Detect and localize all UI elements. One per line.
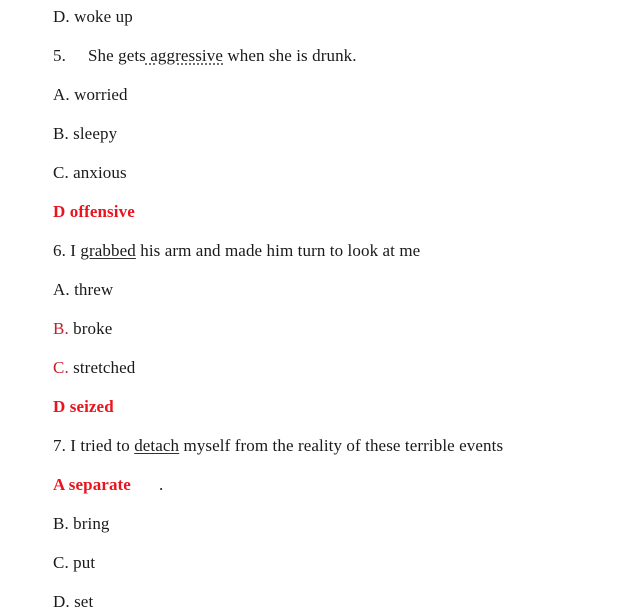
q5-option-b: B. sleepy bbox=[53, 124, 118, 143]
q7-option-b: B. bring bbox=[53, 514, 110, 533]
q7-answer: A separate bbox=[53, 475, 131, 494]
q6-option-b bbox=[53, 319, 112, 339]
q6-option-b-letter: B. bbox=[53, 319, 69, 338]
q6-target-word: grabbed bbox=[80, 241, 136, 260]
q7-option-c: C. put bbox=[53, 553, 96, 572]
q6-question bbox=[53, 241, 420, 261]
q6-option-c-text: stretched bbox=[68, 358, 136, 377]
q5-text-after: when she is drunk. bbox=[223, 46, 357, 65]
q6-option-b-text: broke bbox=[68, 319, 113, 338]
q5-number: 5. bbox=[53, 46, 66, 65]
q6-answer: D seized bbox=[53, 397, 114, 416]
q7-text-after: myself from the reality of these terrible events bbox=[179, 436, 504, 455]
q5-target-word: aggressive bbox=[145, 46, 223, 65]
q5-answer: D offensive bbox=[53, 202, 135, 221]
q7-text-before: 7. I tried to bbox=[53, 436, 135, 455]
q7-trailing-mark: . bbox=[158, 475, 164, 494]
q7-question bbox=[53, 436, 503, 456]
q5-option-c: C. anxious bbox=[53, 163, 127, 182]
q6-option-a: A. threw bbox=[53, 280, 114, 299]
q7-target-word: detach bbox=[134, 436, 180, 455]
q5-text-before: She gets bbox=[87, 46, 146, 65]
q6-text-before: 6. I bbox=[53, 241, 81, 260]
q7-option-d: D. set bbox=[53, 592, 94, 611]
q6-text-after: his arm and made him turn to look at me bbox=[135, 241, 421, 260]
q5-option-a: A. worried bbox=[53, 85, 128, 104]
q6-option-c-letter: C. bbox=[53, 358, 69, 377]
q5-question bbox=[53, 46, 357, 66]
q4-option-d: D. woke up bbox=[53, 7, 133, 26]
q7-answer-line bbox=[53, 475, 163, 495]
q6-option-c bbox=[53, 358, 135, 378]
